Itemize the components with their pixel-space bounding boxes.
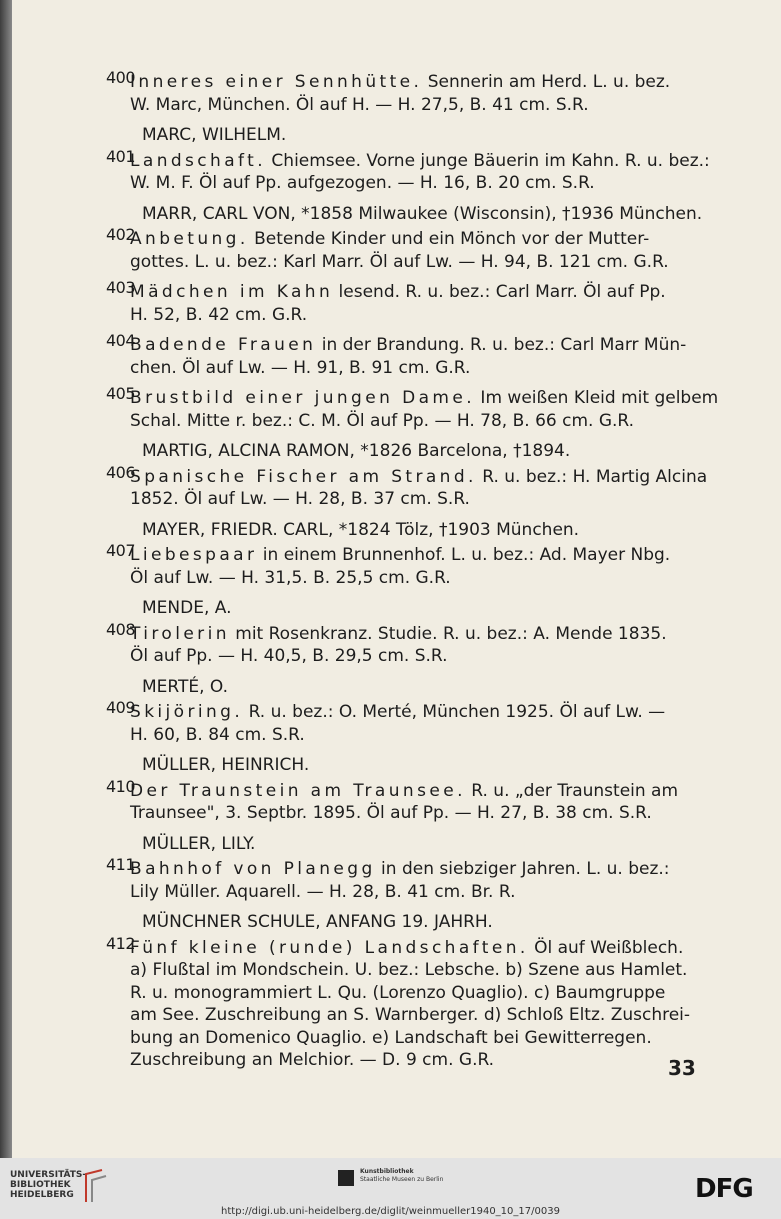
lot-description-continuation: bung an Domenico Quaglio. e) Landschaft bei Gewitterregen.	[130, 1027, 652, 1048]
lot-details: R. u. bez.: O. Merté, München 1925. Öl auf Lw. —	[243, 702, 666, 722]
catalog-page	[12, 0, 781, 1158]
lot-title: Liebespaar	[130, 545, 258, 565]
page-number: 33	[668, 1056, 696, 1080]
lot-title: Skijöring.	[130, 702, 244, 722]
lot-description-line	[130, 938, 683, 958]
lot-description-line	[130, 859, 670, 879]
library-emblem-icon	[82, 1168, 108, 1204]
artist-heading: MARR, CARL VON, *1858 Milwaukee (Wisconsin), †1936 München.	[142, 203, 703, 224]
artist-heading: MAYER, FRIEDR. CARL, *1824 Tölz, †1903 München.	[142, 519, 580, 540]
artist-heading: MARC, WILHELM.	[142, 125, 287, 145]
kunstbibliothek-logo-icon	[338, 1170, 354, 1186]
lot-title: Anbetung.	[130, 229, 249, 249]
artist-heading: MÜNCHNER SCHULE, ANFANG 19. JAHRH.	[142, 912, 493, 932]
lot-description-continuation: chen. Öl auf Lw. — H. 91, B. 91 cm. G.R.	[130, 357, 471, 378]
lot-number: 409	[106, 698, 136, 717]
lot-description-continuation: Traunsee", 3. Septbr. 1895. Öl auf Pp. — H. 27, B. 38 cm. S.R.	[130, 803, 652, 823]
lot-description-continuation: Zuschreibung an Melchior. — D. 9 cm. G.R.	[130, 1050, 495, 1070]
lot-details: in den siebziger Jahren. L. u. bez.:	[375, 859, 670, 879]
permalink-url[interactable]: http://digi.ub.uni-heidelberg.de/diglit/weinmueller1940_10_17/0039	[221, 1206, 560, 1217]
lot-description-continuation: am See. Zuschreibung an S. Warnberger. d) Schloß Eltz. Zuschrei-	[130, 1005, 691, 1025]
lot-number: 405	[106, 384, 136, 403]
artist-heading: MÜLLER, HEINRICH.	[142, 755, 310, 775]
lot-description-continuation: Lily Müller. Aquarell. — H. 28, B. 41 cm. Br. R.	[130, 881, 516, 902]
dfg-logo[interactable]: DFG	[695, 1174, 753, 1204]
lot-title: Fünf kleine (runde) Landschaften.	[130, 937, 529, 958]
lot-details: in der Brandung. R. u. bez.: Carl Marr Mün-	[316, 335, 687, 355]
lot-description-continuation: gottes. L. u. bez.: Karl Marr. Öl auf Lw. — H. 94, B. 121 cm. G.R.	[130, 251, 669, 272]
artist-heading: MERTÉ, O.	[142, 676, 229, 697]
artist-heading: MÜLLER, LILY.	[142, 833, 256, 854]
lot-description-continuation: Schal. Mitte r. bez.: C. M. Öl auf Pp. — H. 78, B. 66 cm. G.R.	[130, 410, 635, 431]
lot-number: 404	[106, 331, 136, 350]
lot-description-continuation: R. u. monogrammiert L. Qu. (Lorenzo Quaglio). c) Baumgruppe	[130, 982, 666, 1003]
lot-description-line	[130, 702, 665, 722]
lot-title: Badende Frauen	[130, 335, 317, 355]
lot-description-continuation: a) Flußtal im Mondschein. U. bez.: Lebsche. b) Szene aus Hamlet.	[130, 960, 688, 980]
lot-description-line	[130, 229, 649, 249]
lot-details: Öl auf Weißblech.	[528, 937, 684, 958]
lot-number: 408	[106, 619, 136, 639]
lot-number: 400	[106, 68, 136, 87]
lot-details: lesend. R. u. bez.: Carl Marr. Öl auf Pp.	[333, 282, 666, 302]
lot-details: mit Rosenkranz. Studie. R. u. bez.: A. Mende 1835.	[229, 623, 667, 644]
lot-description-continuation: Öl auf Pp. — H. 40,5, B. 29,5 cm. S.R.	[130, 646, 448, 666]
artist-heading: MENDE, A.	[142, 598, 232, 618]
lot-number: 406	[106, 462, 136, 482]
lot-title: Spanische Fischer am Strand.	[130, 466, 477, 487]
university-library-logo[interactable]: UNIVERSITÄTS- BIBLIOTHEK HEIDELBERG	[10, 1170, 87, 1200]
lot-description-line	[130, 388, 718, 408]
lot-title: Tirolerin	[130, 623, 230, 644]
lot-description-continuation: H. 52, B. 42 cm. G.R.	[130, 304, 308, 325]
lot-description-line	[130, 624, 667, 644]
lot-title: Bahnhof von Planegg	[130, 859, 376, 879]
lot-number: 407	[106, 541, 136, 560]
viewer-footer	[0, 1158, 781, 1219]
lot-details: in einem Brunnenhof. L. u. bez.: Ad. Mayer Nbg.	[257, 545, 671, 565]
lot-number: 410	[106, 776, 136, 796]
lot-title: Inneres einer Sennhütte.	[130, 72, 423, 92]
artist-heading: MARTIG, ALCINA RAMON, *1826 Barcelona, †1894.	[142, 441, 571, 461]
lot-description-line	[130, 335, 686, 355]
lot-description-continuation: 1852. Öl auf Lw. — H. 28, B. 37 cm. S.R.	[130, 489, 470, 509]
lot-details: Im weißen Kleid mit gelbem	[475, 388, 719, 408]
lot-description-continuation: W. Marc, München. Öl auf H. — H. 27,5, B. 41 cm. S.R.	[130, 94, 589, 115]
lot-details: Chiemsee. Vorne junge Bäuerin im Kahn. R. u. bez.:	[266, 150, 710, 171]
lot-number: 412	[106, 933, 136, 953]
lot-number: 403	[106, 278, 136, 297]
lot-description-continuation: H. 60, B. 84 cm. S.R.	[130, 724, 305, 745]
book-spine-shadow	[0, 0, 12, 1158]
lot-description-line	[130, 72, 670, 92]
lot-details: R. u. bez.: H. Martig Alcina	[476, 466, 708, 487]
lot-title: Der Traunstein am Traunsee.	[130, 780, 466, 801]
lot-details: Betende Kinder und ein Mönch vor der Mutter-	[248, 229, 650, 249]
lot-details: Sennerin am Herd. L. u. bez.	[422, 72, 671, 92]
lot-description-line	[130, 467, 707, 487]
kunstbibliothek-label[interactable]: Kunstbibliothek Staatliche Museen zu Berlin	[360, 1168, 444, 1183]
lot-description-line	[130, 781, 678, 801]
lot-description-continuation: W. M. F. Öl auf Pp. aufgezogen. — H. 16, B. 20 cm. S.R.	[130, 173, 595, 193]
lot-title: Brustbild einer jungen Dame.	[130, 388, 476, 408]
lot-description-line	[130, 151, 710, 171]
lot-description-line	[130, 545, 670, 565]
lot-title: Mädchen im Kahn	[130, 282, 334, 302]
lot-title: Landschaft.	[130, 150, 267, 171]
lot-number: 411	[106, 855, 136, 874]
lot-details: R. u. „der Traunstein am	[465, 780, 679, 801]
lot-number: 402	[106, 225, 136, 244]
lot-description-continuation: Öl auf Lw. — H. 31,5. B. 25,5 cm. G.R.	[130, 567, 451, 588]
lot-number: 401	[106, 146, 136, 166]
lot-description-line	[130, 282, 666, 302]
